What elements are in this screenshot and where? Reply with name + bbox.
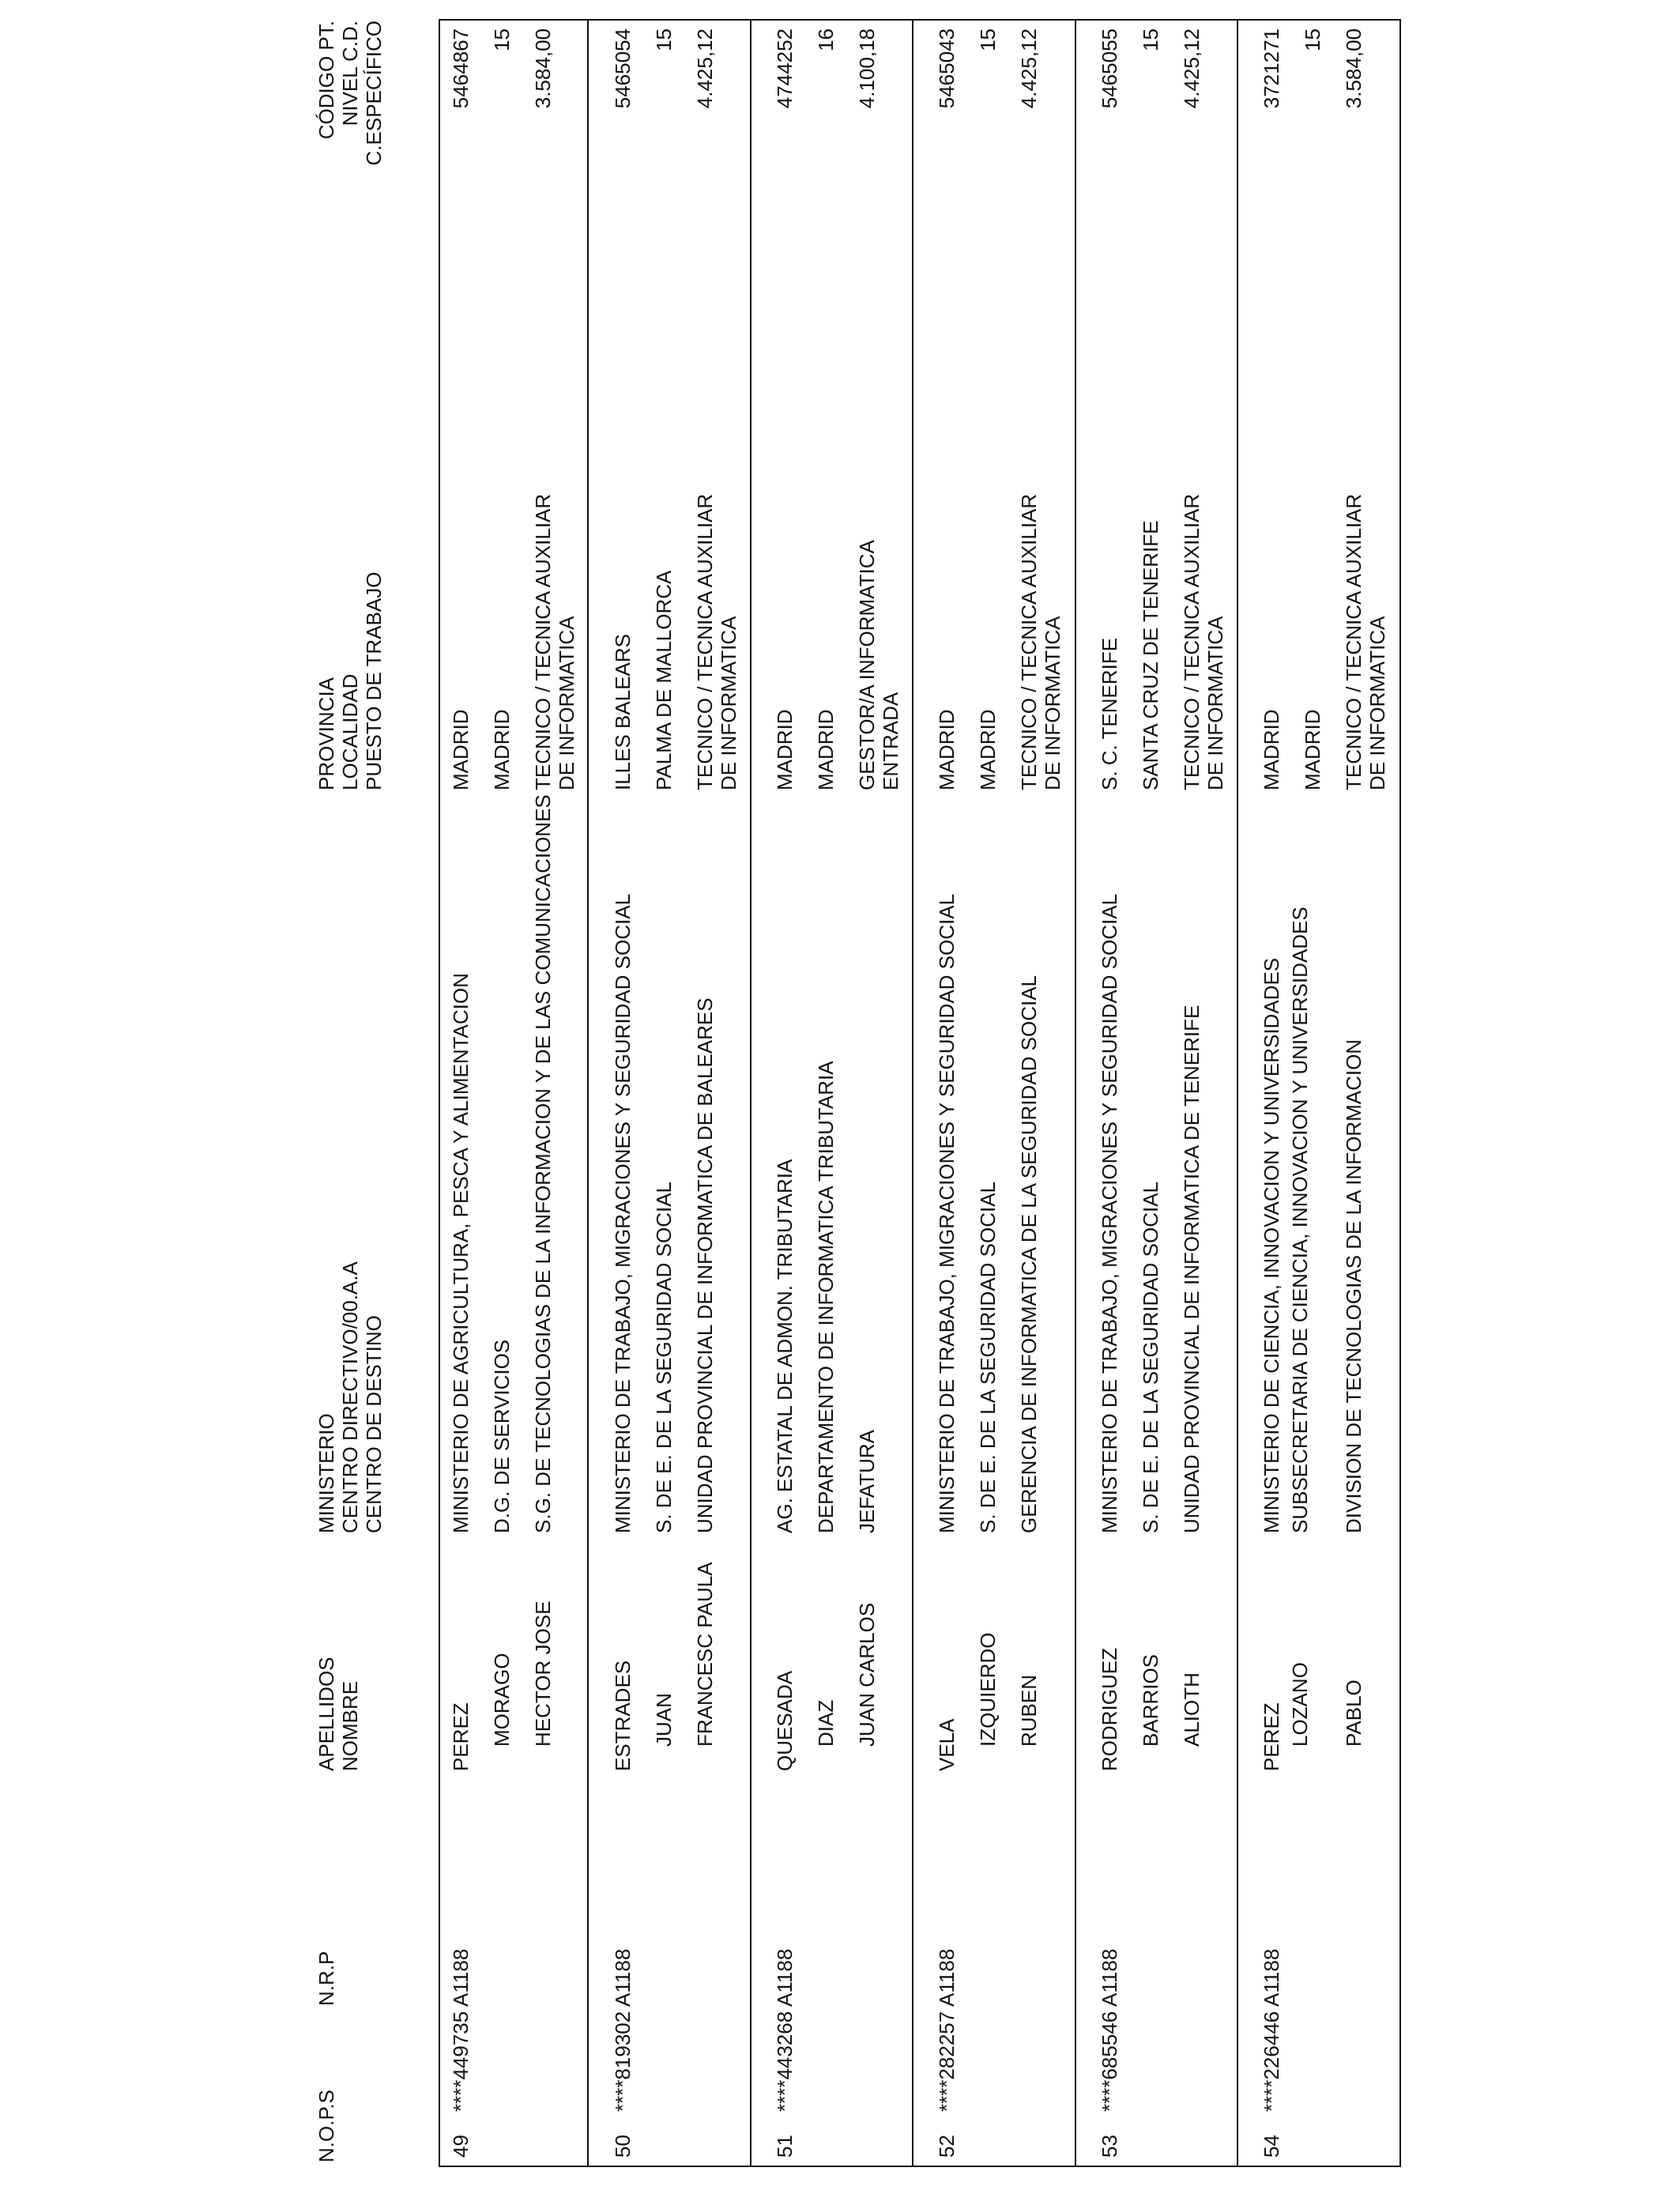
localidad-cell: SANTA CRUZ DE TENERIFE — [1139, 520, 1162, 790]
apellido2-cell: LOZANO — [1288, 1662, 1312, 1747]
header-nrp: N.R.P — [315, 1951, 338, 2006]
apellido1-cell: PEREZ — [449, 1702, 473, 1771]
ministerio-cell: MINISTERIO DE TRABAJO, MIGRACIONES Y SEGURIDAD SOCIAL — [1098, 893, 1121, 1533]
apellido2-cell: DIAZ — [814, 1699, 838, 1747]
provincia-cell: MADRID — [449, 709, 473, 790]
codigo-cell: 4744252 — [773, 28, 797, 109]
provincia-cell: S. C. TENERIFE — [1098, 637, 1121, 790]
header-nombre-line: NOMBRE — [338, 1680, 362, 1771]
nivel-cell: 15 — [652, 28, 676, 51]
row-separator — [912, 19, 913, 2167]
header-puesto-line: PUESTO DE TRABAJO — [362, 571, 386, 790]
localidad-cell: MADRID — [1301, 709, 1324, 790]
nops-cell: 51 — [773, 2135, 797, 2158]
nivel-cell: 16 — [814, 28, 838, 51]
ministerio-cell: MINISTERIO DE TRABAJO, MIGRACIONES Y SEGURIDAD SOCIAL — [611, 893, 635, 1533]
ministerio-cell: AG. ESTATAL DE ADMON. TRIBUTARIA — [773, 1159, 797, 1533]
row-separator — [587, 19, 589, 2167]
centro-destino-cell: S.G. DE TECNOLOGIAS DE LA INFORMACION Y DE LAS COMUNICACIONES — [531, 794, 555, 1533]
apellido2-cell: MORAGO — [490, 1653, 514, 1747]
provincia-cell: MADRID — [773, 709, 797, 790]
apellido2-cell: BARRIOS — [1139, 1653, 1162, 1747]
ministerio-cell: MINISTERIO DE CIENCIA, INNOVACION Y UNIVERSIDADES — [1260, 957, 1283, 1533]
centro-destino-cell: UNIDAD PROVINCIAL DE INFORMATICA DE BALEARES — [693, 997, 717, 1533]
puesto-cell: TECNICO / TECNICA AUXILIAR DE INFORMATICA — [531, 493, 578, 790]
table-frame — [439, 19, 1401, 2167]
row-separator — [750, 19, 751, 2167]
nops-cell: 52 — [935, 2135, 959, 2158]
provincia-cell: MADRID — [1260, 709, 1283, 790]
puesto-cell: TECNICO / TECNICA AUXILIAR DE INFORMATICA — [1180, 493, 1227, 790]
provincia-cell: ILLES BALEARS — [611, 634, 635, 790]
header-provincia-line: PROVINCIA — [315, 677, 338, 790]
header-localidad-line: LOCALIDAD — [338, 673, 362, 790]
ministerio-cell: MINISTERIO DE TRABAJO, MIGRACIONES Y SEGURIDAD SOCIAL — [935, 893, 959, 1533]
header-ministerio — [315, 1261, 386, 1533]
header-apellidos-line: APELLIDOS — [315, 1657, 338, 1771]
row-separator — [1237, 19, 1238, 2167]
codigo-cell: 5465054 — [611, 28, 635, 109]
header-nops: N.O.P.S — [315, 2089, 338, 2162]
puesto-cell: TECNICO / TECNICA AUXILIAR DE INFORMATICA — [1017, 493, 1064, 790]
centro-directivo-cell: S. DE E. DE LA SEGURIDAD SOCIAL — [652, 1181, 676, 1533]
nops-cell: 50 — [611, 2135, 635, 2158]
apellido1-cell: PEREZ — [1260, 1702, 1283, 1771]
header-codigo-line: CÓDIGO PT. — [315, 21, 338, 140]
centro-directivo-cell: SUBSECRETARIA DE CIENCIA, INNOVACION Y UNIVERSIDADES — [1288, 907, 1312, 1533]
nrp-cell: ****819302 A1188 — [611, 1948, 635, 2112]
nrp-cell: ****443268 A1188 — [773, 1948, 797, 2112]
nrp-cell: ****449735 A1188 — [449, 1948, 473, 2112]
codigo-cell: 5464867 — [449, 28, 473, 109]
header-centro-destino-line: CENTRO DE DESTINO — [362, 1315, 386, 1533]
nivel-cell: 15 — [490, 28, 514, 51]
header-especifico-line: C.ESPECÍFICO — [362, 21, 386, 166]
nrp-cell: ****685546 A1188 — [1098, 1948, 1121, 2112]
nops-cell: 53 — [1098, 2135, 1121, 2158]
especifico-cell: 4.425,12 — [693, 28, 717, 109]
centro-destino-cell: JEFATURA — [855, 1430, 879, 1533]
centro-directivo-cell: DEPARTAMENTO DE INFORMATICA TRIBUTARIA — [814, 1061, 838, 1533]
apellido1-cell: RODRIGUEZ — [1098, 1648, 1121, 1771]
codigo-cell: 5465043 — [935, 28, 959, 109]
provincia-cell: MADRID — [935, 709, 959, 790]
centro-destino-cell: GERENCIA DE INFORMATICA DE LA SEGURIDAD SOCIAL — [1017, 975, 1041, 1533]
nops-cell: 49 — [449, 2135, 473, 2158]
centro-destino-cell: DIVISION DE TECNOLOGIAS DE LA INFORMACION — [1342, 1039, 1365, 1533]
apellido2-cell: IZQUIERDO — [976, 1632, 1000, 1747]
centro-destino-cell: UNIDAD PROVINCIAL DE INFORMATICA DE TENERIFE — [1180, 1005, 1203, 1533]
codigo-cell: 3721271 — [1260, 28, 1283, 109]
especifico-cell: 4.425,12 — [1017, 28, 1041, 109]
apellido1-cell: QUESADA — [773, 1670, 797, 1771]
localidad-cell: MADRID — [814, 709, 838, 790]
localidad-cell: MADRID — [490, 709, 514, 790]
nombre-cell: JUAN CARLOS — [855, 1602, 879, 1747]
especifico-cell: 3.584,00 — [1342, 28, 1365, 109]
localidad-cell: PALMA DE MALLORCA — [652, 570, 676, 790]
nombre-cell: ALIOTH — [1180, 1672, 1203, 1747]
row-separator — [1075, 19, 1076, 2167]
nombre-cell: PABLO — [1342, 1679, 1365, 1747]
nombre-cell: HECTOR JOSE — [531, 1600, 555, 1747]
localidad-cell: MADRID — [976, 709, 1000, 790]
especifico-cell: 3.584,00 — [531, 28, 555, 109]
puesto-cell: TECNICO / TECNICA AUXILIAR DE INFORMATICA — [1342, 493, 1389, 790]
apellido1-cell: ESTRADES — [611, 1660, 635, 1771]
nombre-cell: RUBEN — [1017, 1674, 1041, 1747]
nops-cell: 54 — [1260, 2135, 1283, 2158]
ministerio-cell: MINISTERIO DE AGRICULTURA, PESCA Y ALIMENTACION — [449, 973, 473, 1533]
header-provincia — [315, 572, 386, 790]
centro-directivo-cell: D.G. DE SERVICIOS — [490, 1339, 514, 1533]
header-apellidos — [315, 1657, 362, 1771]
especifico-cell: 4.425,12 — [1180, 28, 1203, 109]
especifico-cell: 4.100,18 — [855, 28, 879, 109]
nombre-cell: FRANCESC PAULA — [693, 1562, 717, 1747]
nivel-cell: 15 — [976, 28, 1000, 51]
apellido2-cell: JUAN — [652, 1693, 676, 1747]
header-nivel-line: NIVEL C.D. — [338, 21, 362, 126]
nrp-cell: ****282257 A1188 — [935, 1948, 959, 2112]
nivel-cell: 15 — [1301, 28, 1324, 51]
nivel-cell: 15 — [1139, 28, 1162, 51]
apellido1-cell: VELA — [935, 1718, 959, 1771]
header-codigo — [315, 21, 386, 202]
nrp-cell: ****226446 A1188 — [1260, 1948, 1283, 2112]
puesto-cell: TECNICO / TECNICA AUXILIAR DE INFORMATICA — [693, 493, 740, 790]
header-centro-directivo-line: CENTRO DIRECTIVO/00.A.A — [338, 1261, 362, 1533]
puesto-cell: GESTOR/A INFORMATICA ENTRADA — [855, 541, 902, 790]
header-ministerio-line: MINISTERIO — [315, 1413, 338, 1533]
centro-directivo-cell: S. DE E. DE LA SEGURIDAD SOCIAL — [976, 1181, 1000, 1533]
codigo-cell: 5465055 — [1098, 28, 1121, 109]
centro-directivo-cell: S. DE E. DE LA SEGURIDAD SOCIAL — [1139, 1181, 1162, 1533]
